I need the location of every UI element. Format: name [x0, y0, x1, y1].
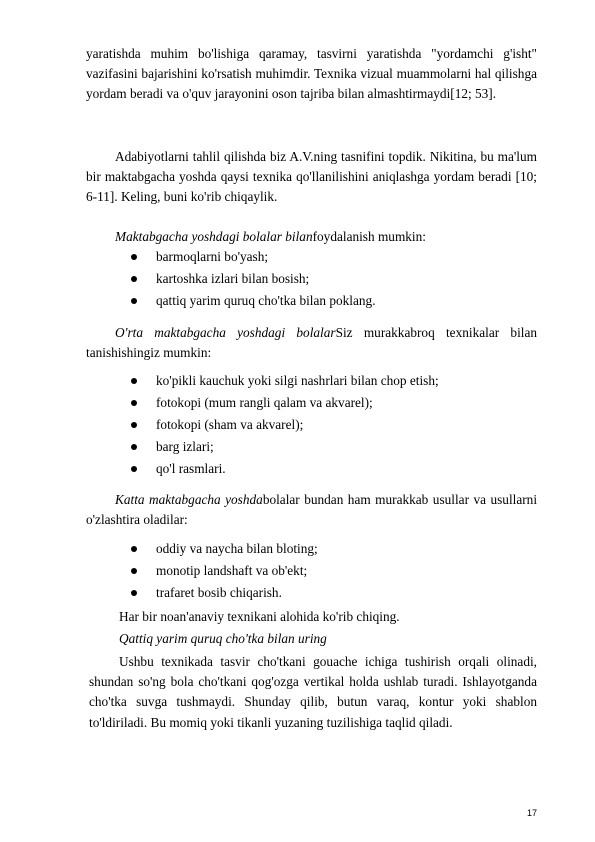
bullet-icon	[131, 466, 137, 472]
list-2-item: qo'l rasmlari.	[156, 461, 226, 476]
intro-line: Har bir noan'anaviy texnikani alohida ko'rib chiqing.	[119, 609, 400, 624]
bullet-icon	[131, 422, 137, 428]
list-2-item: ko'pikli kauchuk yoki silgi nashrlari bilan chop etish;	[156, 373, 439, 388]
section-1-lead	[115, 227, 426, 247]
list-3-item: monotip landshaft va ob'ekt;	[156, 563, 308, 578]
bullet-icon	[131, 590, 137, 596]
subheading: Qattiq yarim quruq cho'tka bilan uring	[119, 631, 327, 646]
section-2-lead-italic: O'rta maktabgacha yoshdagi bolalar	[115, 325, 336, 340]
bullet-icon	[131, 568, 137, 574]
list-2-item: fotokopi (mum rangli qalam va akvarel);	[156, 395, 373, 410]
section-3-lead-italic: Katta maktabgacha yoshda	[115, 492, 263, 507]
bullet-icon	[131, 444, 137, 450]
section-3-lead-rest: bolalar bundan ham murakkab usullar va usullarni o'zlashtira oladilar:	[86, 492, 538, 528]
section-3-lead	[86, 490, 537, 530]
list-1-item: qattiq yarim quruq cho'tka bilan poklang.	[156, 293, 376, 308]
list-2-item: barg izlari;	[156, 439, 214, 454]
list-1-item: barmoqlarni bo'yash;	[156, 249, 269, 264]
list-3-item: trafaret bosib chiqarish.	[156, 585, 282, 600]
bullet-icon	[131, 298, 137, 304]
section-2-lead-rest: Siz murakkabroq texnikalar bilan tanishishingiz mumkin:	[86, 325, 538, 361]
page-number: 17	[526, 808, 537, 818]
list-1-item: kartoshka izlari bilan bosish;	[156, 271, 310, 286]
bullet-icon	[131, 276, 137, 282]
list-3-item: oddiy va naycha bilan bloting;	[156, 541, 318, 556]
paragraph-2: Adabiyotlarni tahlil qilishda biz A.V.ning tasnifini topdik. Nikitina, bu ma'lum bir maktabgacha yoshda qaysi texnika qo'llanilishini aniqlashga yordam beradi [10; 6-11]. Keling, buni ko'rib chiqaylik.	[86, 149, 537, 205]
bullet-icon	[131, 400, 137, 406]
paragraph-1: yaratishda muhim bo'lishiga qaramay, tasvirni yaratishda "yordamchi g'isht" vazifasini bajarishini ko'rsatish muhimdir. Texnika vizual muammolarni hal qilishga yordam beradi va o'quv jarayonini oson tajriba bilan almashtirmaydi[12; 53].	[86, 46, 537, 102]
list-2-item: fotokopi (sham va akvarel);	[156, 417, 304, 432]
section-1-lead-rest: foydalanish mumkin:	[312, 229, 426, 244]
section-2-lead	[86, 323, 537, 363]
bullet-icon	[131, 254, 137, 260]
paragraph-last: Ushbu texnikada tasvir cho'tkani gouache ichiga tushirish orqali olinadi, shundan so'ng bola cho'tkani qog'ozga vertikal holda ushlab turadi. Ishlayotganda cho'tka suvga tushmaydi. Shunday qilib, butun varaq, kontur yoki shablon to'ldiriladi. Bu momiq yoki tikanli yuzaning tuzilishiga taqlid qiladi.	[89, 654, 537, 730]
bullet-icon	[131, 546, 137, 552]
section-1-lead-italic: Maktabgacha yoshdagi bolalar bilan	[115, 229, 313, 244]
bullet-icon	[131, 378, 137, 384]
